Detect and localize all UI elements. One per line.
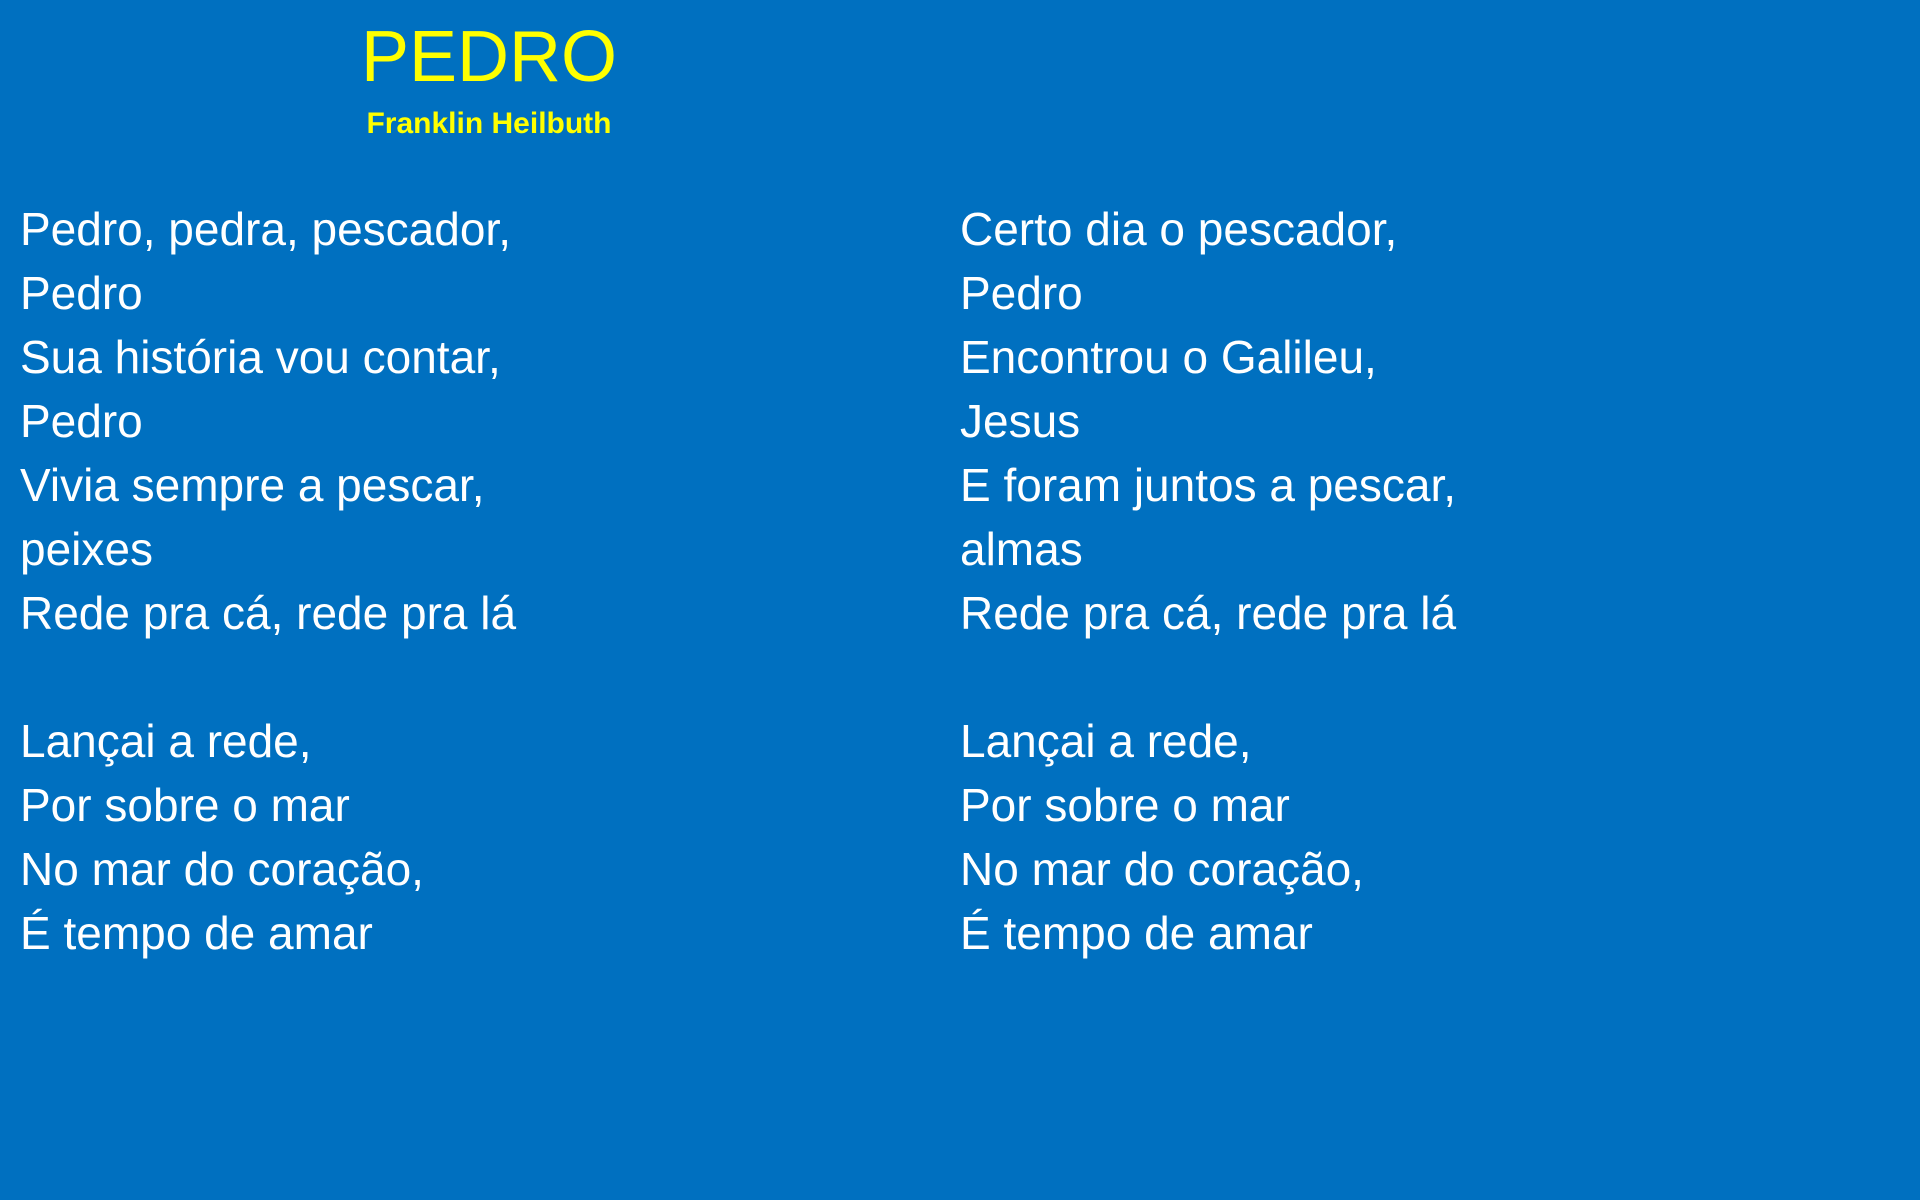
lyric-line: Por sobre o mar xyxy=(20,779,350,831)
lyrics-right-column xyxy=(960,197,1860,965)
lyric-line: Pedro, pedra, pescador, xyxy=(20,203,511,255)
lyric-line: No mar do coração, xyxy=(20,843,424,895)
song-author: Franklin Heilbuth xyxy=(366,107,612,140)
lyric-line: Pedro xyxy=(20,395,143,447)
lyric-line: Lançai a rede, xyxy=(960,715,1252,767)
lyric-line: Vivia sempre a pescar, xyxy=(20,459,485,511)
lyric-line: Pedro xyxy=(20,267,143,319)
lyric-line: Certo dia o pescador, xyxy=(960,203,1398,255)
lyric-blank-line xyxy=(960,645,1860,709)
lyric-line: Rede pra cá, rede pra lá xyxy=(20,587,517,639)
lyric-line: Lançai a rede, xyxy=(20,715,312,767)
lyric-line: É tempo de amar xyxy=(960,907,1313,959)
lyric-line: peixes xyxy=(20,523,153,575)
lyrics-left-column xyxy=(20,197,920,965)
song-title: PEDRO xyxy=(360,17,618,97)
lyric-line: No mar do coração, xyxy=(960,843,1364,895)
lyric-line: Sua história vou contar, xyxy=(20,331,501,383)
lyric-line: E foram juntos a pescar, xyxy=(960,459,1457,511)
lyric-line: Encontrou o Galileu, xyxy=(960,331,1377,383)
lyric-line: Rede pra cá, rede pra lá xyxy=(960,587,1457,639)
lyric-line: Por sobre o mar xyxy=(960,779,1290,831)
lyric-line: Jesus xyxy=(960,395,1081,447)
lyric-line: É tempo de amar xyxy=(20,907,373,959)
lyric-line: almas xyxy=(960,523,1083,575)
lyric-line: Pedro xyxy=(960,267,1083,319)
lyric-blank-line xyxy=(20,645,920,709)
